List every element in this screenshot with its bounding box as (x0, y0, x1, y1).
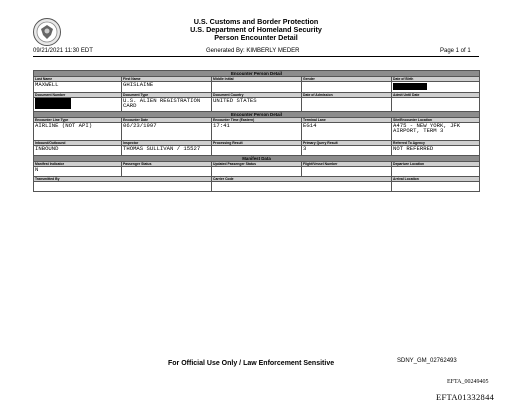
label-arrival-location: Arrival Location (392, 176, 480, 181)
label-terminal-lane: Terminal Lane (302, 117, 392, 122)
value-arrival-location (392, 181, 480, 191)
label-admit-until-date: Admit Until Date (392, 92, 480, 97)
value-document-type: U.S. ALIEN REGISTRATION CARD (122, 97, 212, 111)
band-manifest-data: Manifest Data (34, 155, 480, 161)
label-passenger-status: Passenger Status (122, 161, 212, 166)
value-encounter-date: 06/23/1997 (122, 122, 212, 140)
bates-number-sdny: SDNY_GM_02762493 (397, 358, 457, 364)
label-encounter-line-type: Encounter Line Type (34, 117, 122, 122)
value-transmitted-by (34, 181, 212, 191)
value-first-name: GHISLAINE (122, 82, 212, 93)
redaction-block (35, 98, 71, 109)
value-inbound-outbound: INBOUND (34, 145, 122, 155)
value-updated-passenger-status (212, 166, 302, 176)
value-inspector: THOMAS SULLIVAN / 15527 (122, 145, 212, 155)
label-document-type: Document Type (122, 92, 212, 97)
value-passenger-status (122, 166, 212, 176)
value-primary-query-result: 3 (302, 145, 392, 155)
label-site-location: Site/Encounter Location (392, 117, 480, 122)
encounter-table (33, 70, 480, 192)
value-processing-result (212, 145, 302, 155)
label-document-country: Document Country (212, 92, 302, 97)
header-title-report: Person Encounter Detail (214, 33, 298, 42)
bates-number-efta-1: EFTA_00249405 (447, 379, 489, 385)
label-processing-result: Processing Result (212, 140, 302, 145)
value-gender (302, 82, 392, 93)
label-referred-to-agency: Referred To Agency (392, 140, 480, 145)
value-terminal-lane: EG14 (302, 122, 392, 140)
value-middle-initial (212, 82, 302, 93)
value-departure-location (392, 166, 480, 176)
label-middle-initial: Middle Initial (212, 77, 302, 82)
value-encounter-line-type: AIRLINE (NOT API) (34, 122, 122, 140)
label-transmitted-by: Transmitted By (34, 176, 212, 181)
value-manifest-indicator: N (34, 166, 122, 176)
page-number: Page 1 of 1 (440, 48, 471, 54)
header-divider (33, 56, 479, 57)
label-primary-query-result: Primary Query Result (302, 140, 392, 145)
label-last-name: Last Name (34, 77, 122, 82)
report-datetime: 09/21/2021 11:30 EDT (33, 48, 93, 54)
label-date-of-birth: Date of Birth (392, 77, 480, 82)
value-referred-to-agency: NOT REFERRED (392, 145, 480, 155)
value-document-number (34, 97, 122, 111)
value-encounter-time: 17:41 (212, 122, 302, 140)
value-document-country: UNITED STATES (212, 97, 302, 111)
label-departure-location: Departure Location (392, 161, 480, 166)
bates-number-efta-2: EFTA01332844 (436, 392, 495, 402)
redaction-block (393, 83, 427, 90)
label-first-name: First Name (122, 77, 212, 82)
value-date-of-birth (392, 82, 480, 93)
label-document-number: Document Number (34, 92, 122, 97)
value-site-location: A475 - NEW YORK, JFK AIRPORT, TERM 3 (392, 122, 480, 140)
label-gender: Gender (302, 77, 392, 82)
header-title-dhs: U.S. Department of Homeland Security (190, 25, 322, 34)
value-last-name: MAXWELL (34, 82, 122, 93)
label-manifest-indicator: Manifest Indicator (34, 161, 122, 166)
value-admit-until-date (392, 97, 480, 111)
label-date-of-admission: Date of Admission (302, 92, 392, 97)
label-encounter-time: Encounter Time (Eastern) (212, 117, 302, 122)
band-encounter-person-detail-2: Encounter Person Detail (34, 111, 480, 117)
label-encounter-date: Encounter Date (122, 117, 212, 122)
label-updated-passenger-status: Updated Passenger Status (212, 161, 302, 166)
band-encounter-person-detail: Encounter Person Detail (34, 71, 480, 77)
label-carrier-code: Carrier Code (212, 176, 392, 181)
label-flight-vessel-number: Flight/Vessel Number (302, 161, 392, 166)
header-title-cbp: U.S. Customs and Border Protection (193, 17, 319, 26)
official-use-notice: For Official Use Only / Law Enforcement Sensitive (168, 360, 335, 367)
label-inbound-outbound: Inbound/Outbound (34, 140, 122, 145)
label-inspector: Inspector (122, 140, 212, 145)
value-flight-vessel-number (302, 166, 392, 176)
value-carrier-code (212, 181, 392, 191)
value-date-of-admission (302, 97, 392, 111)
generated-by: Generated By: KIMBERLY MEDER (206, 48, 300, 54)
